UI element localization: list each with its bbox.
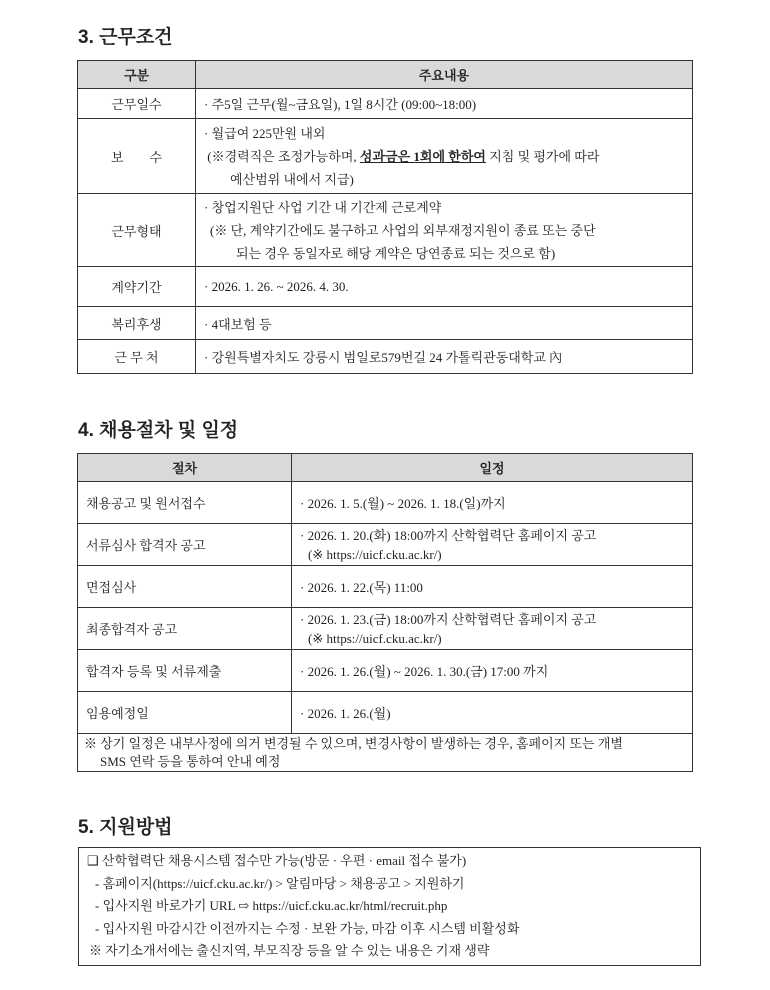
row-label: 면접심사: [78, 566, 292, 608]
row-value: · 주5일 근무(월~금요일), 1일 8시간 (09:00~18:00): [196, 89, 693, 119]
section-3-title: 3. 근무조건: [78, 27, 173, 48]
row-label: 채용공고 및 원서접수: [78, 482, 292, 524]
row-value: · 2026. 1. 22.(목) 11:00: [292, 566, 693, 608]
method-line: ❑ 산학협력단 채용시스템 접수만 가능(방문 · 우편 · email 접수 불가): [87, 853, 467, 868]
col-header: 주요내용: [196, 61, 693, 89]
row-value: · 강원특별자치도 강릉시 범일로579번길 24 가톨릭관동대학교 內: [196, 340, 693, 374]
row-label: 최종합격자 공고: [78, 608, 292, 650]
row-value: · 2026. 1. 26.(월) ~ 2026. 1. 30.(금) 17:00 까지: [292, 650, 693, 692]
method-line: ※ 자기소개서에는 출신지역, 부모직장 등을 알 수 있는 내용은 기재 생략: [89, 943, 490, 958]
row-label: 합격자 등록 및 서류제출: [78, 650, 292, 692]
col-header: 일정: [292, 454, 693, 482]
method-line: - 입사지원 바로가기 URL ⇨ https://uicf.cku.ac.kr/html/recruit.php: [95, 898, 448, 913]
section-5-title: 5. 지원방법: [78, 817, 173, 838]
row-value: · 2026. 1. 20.(화) 18:00까지 산학협력단 홈페이지 공고 (※ https://uicf.cku.ac.kr/): [292, 524, 693, 566]
row-value: · 2026. 1. 23.(금) 18:00까지 산학협력단 홈페이지 공고 (※ https://uicf.cku.ac.kr/): [292, 608, 693, 650]
application-method-box: [78, 847, 701, 966]
section-4-title: 4. 채용절차 및 일정: [78, 420, 239, 441]
row-label: 근무형태: [78, 194, 196, 267]
row-value: · 월급여 225만원 내외 (※경력직은 조정가능하며, 성과금은 1회에 한하여 지침 및 평가에 따라 예산범위 내에서 지급): [196, 119, 693, 194]
row-value: · 창업지원단 사업 기간 내 기간제 근로계약 (※ 단, 계약기간에도 불구하고 사업의 외부재정지원이 종료 또는 중단 되는 경우 동일자로 해당 계약은 당연종료 되는 것으로 함): [196, 194, 693, 267]
work-conditions-table: [77, 60, 693, 374]
row-value: · 2026. 1. 5.(월) ~ 2026. 1. 18.(일)까지: [292, 482, 693, 524]
col-header: 절차: [78, 454, 292, 482]
col-header: 구분: [78, 61, 196, 89]
method-line: - 입사지원 마감시간 이전까지는 수정 · 보완 가능, 마감 이후 시스템 비활성화: [95, 920, 520, 936]
row-label: 복리후생: [78, 307, 196, 340]
method-line: - 홈페이지(https://uicf.cku.ac.kr/) > 알림마당 > 채용공고 > 지원하기: [95, 875, 465, 891]
row-value: · 4대보험 등: [196, 307, 693, 340]
row-label: 근무일수: [78, 89, 196, 119]
schedule-note: ※ 상기 일정은 내부사정에 의거 변경될 수 있으며, 변경사항이 발생하는 경우, 홈페이지 또는 개별 SMS 연락 등을 통하여 안내 예정: [78, 734, 693, 772]
row-value: · 2026. 1. 26.(월): [292, 692, 693, 734]
row-label: 서류심사 합격자 공고: [78, 524, 292, 566]
row-label: 임용예정일: [78, 692, 292, 734]
row-label: 근 무 처: [78, 340, 196, 374]
row-value: · 2026. 1. 26. ~ 2026. 4. 30.: [196, 267, 693, 307]
row-label: 보 수: [78, 119, 196, 194]
row-label: 계약기간: [78, 267, 196, 307]
schedule-table: [77, 453, 693, 772]
